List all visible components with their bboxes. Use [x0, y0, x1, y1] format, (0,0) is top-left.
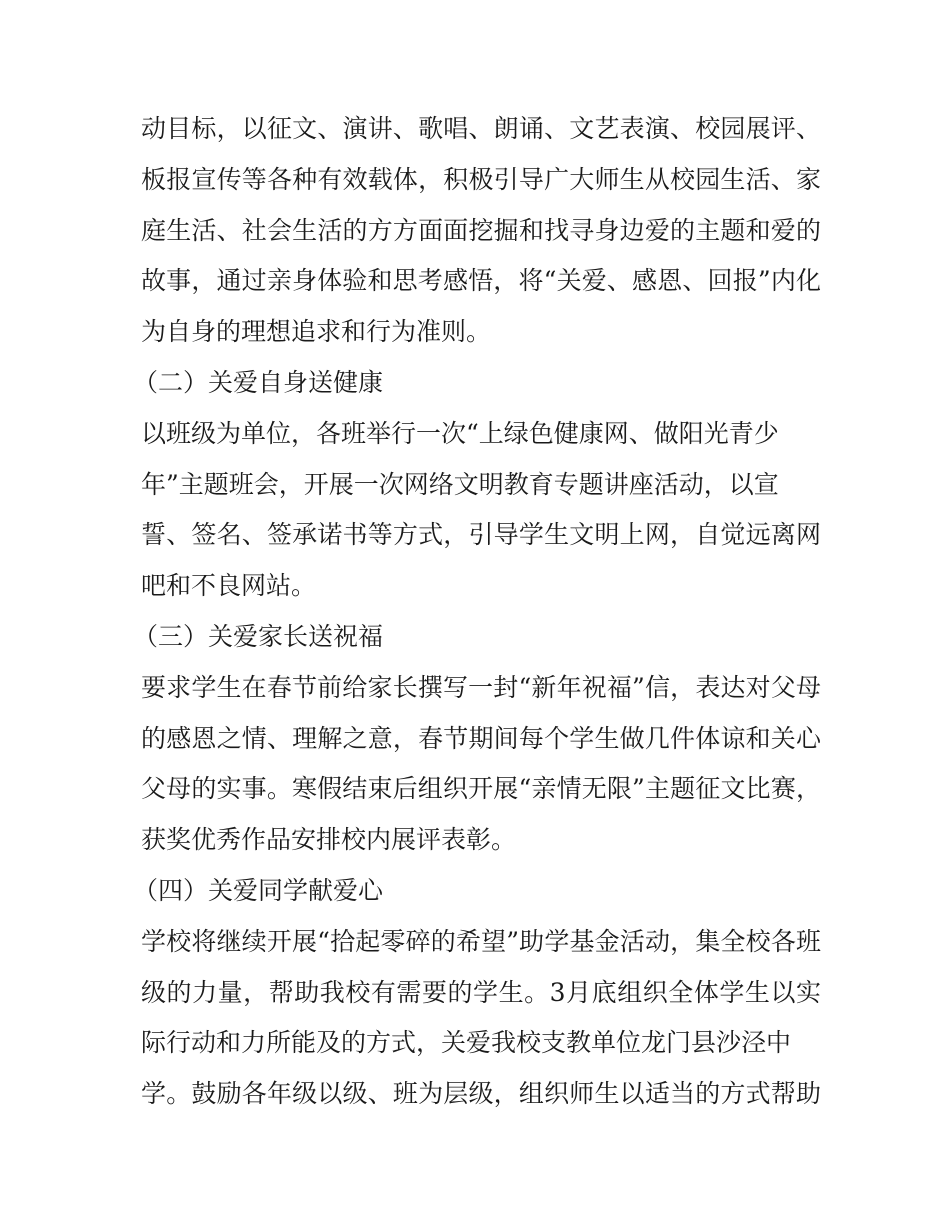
section-heading: （三）关爱家长送祝福	[133, 621, 384, 651]
paragraph-line: 吧和不良网站。	[141, 571, 317, 601]
section-heading: （二）关爱自身送健康	[133, 367, 384, 397]
paragraph-line: 获奖优秀作品安排校内展评表彰。	[141, 825, 517, 855]
paragraph-line: 级的力量，帮助我校有需要的学生。3月底组织全体学生以实	[141, 977, 821, 1007]
paragraph-line: 誓、签名、签承诺书等方式，引导学生文明上网，自觉远离网	[141, 520, 821, 550]
paragraph-line: 板报宣传等各种有效载体，积极引导广大师生从校园生活、家	[141, 164, 821, 194]
paragraph-line: 动目标，以征文、演讲、歌唱、朗诵、文艺表演、校园展评、	[141, 114, 821, 143]
paragraph-line: 际行动和力所能及的方式，关爱我校支教单位龙门县沙泾中	[141, 1028, 792, 1058]
paragraph-line: 要求学生在春节前给家长撰写一封“新年祝福”信，表达对父母	[141, 672, 821, 702]
paragraph-line: 的感恩之情、理解之意，春节期间每个学生做几件体谅和关心	[141, 723, 821, 753]
paragraph-line: 年”主题班会，开展一次网络文明教育专题讲座活动，以宣	[141, 469, 779, 499]
paragraph-line: 庭生活、社会生活的方方面面挖掘和找寻身边爱的主题和爱的	[141, 215, 821, 245]
paragraph-line: 故事，通过亲身体验和思考感悟，将“关爱、感恩、回报”内化	[141, 266, 821, 296]
section-heading: （四）关爱同学献爱心	[133, 875, 384, 905]
paragraph-line: 学。鼓励各年级以级、班为层级，组织师生以适当的方式帮助	[141, 1079, 821, 1109]
paragraph-line: 父母的实事。寒假结束后组织开展“亲情无限”主题征文比赛，	[141, 774, 821, 804]
paragraph-line: 为自身的理想追求和行为准则。	[141, 317, 492, 347]
document-body	[133, 104, 821, 1120]
paragraph-line: 学校将继续开展“拾起零碎的希望”助学基金活动，集全校各班	[141, 926, 821, 956]
paragraph-line: 以班级为单位，各班举行一次“上绿色健康网、做阳光青少	[141, 418, 779, 448]
